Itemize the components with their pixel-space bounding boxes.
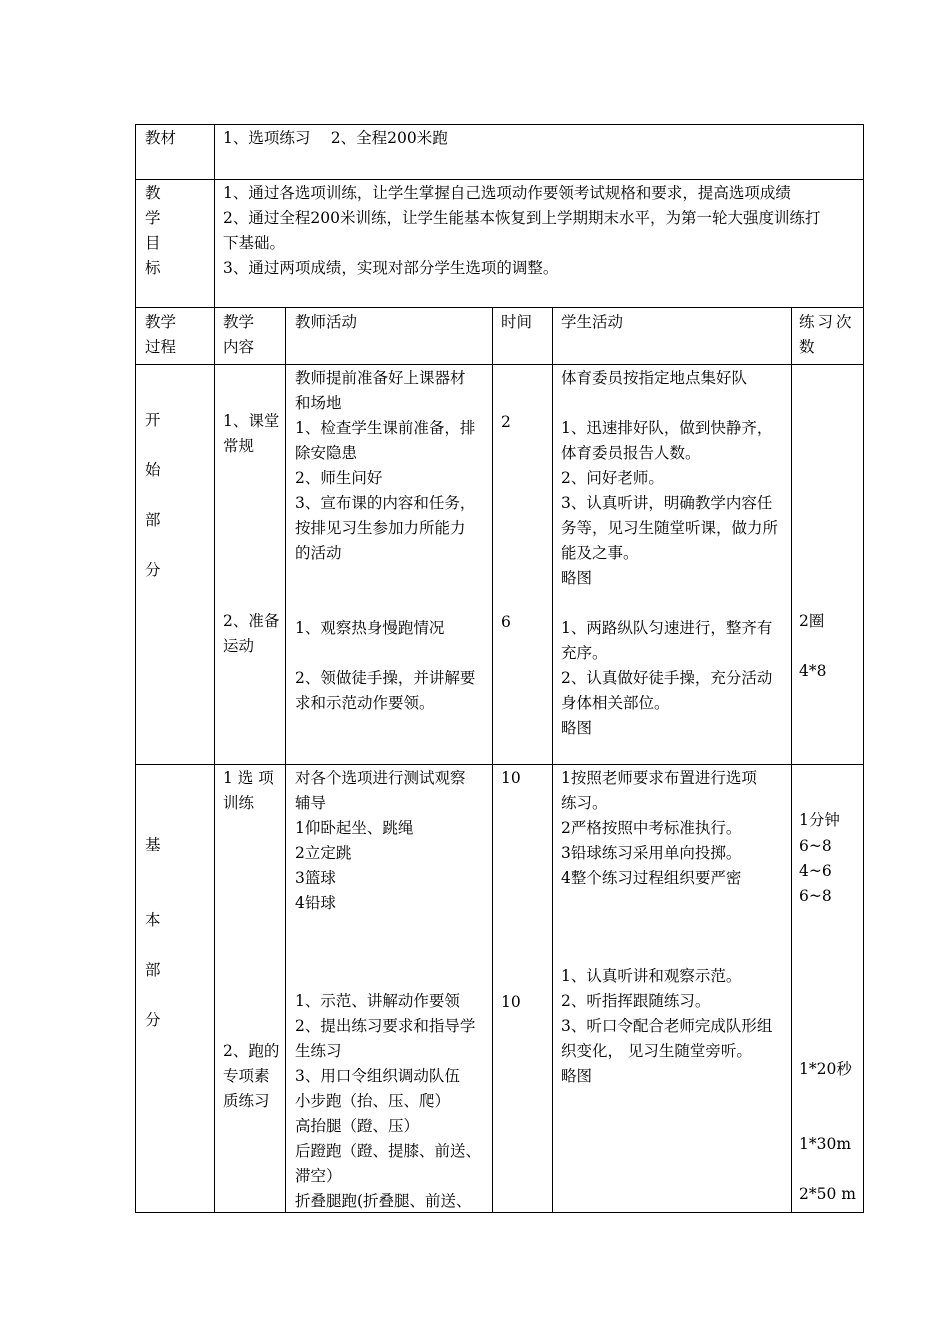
col-divider [791, 307, 792, 1213]
col-divider [214, 124, 215, 1213]
basic-item1-time: 10 [501, 769, 521, 787]
header-time: 时间 [501, 313, 533, 331]
row-divider [135, 307, 864, 308]
col-divider [492, 307, 493, 1213]
row-divider [135, 764, 864, 765]
row-divider [135, 364, 864, 365]
header-student: 学生活动 [561, 313, 624, 331]
material-label: 教材 [145, 129, 177, 147]
basic-item2-time: 10 [501, 993, 521, 1011]
start-item1-time: 2 [501, 413, 511, 431]
col-divider [552, 307, 553, 1213]
start-item2-time: 6 [501, 613, 511, 631]
lesson-plan-page: 教材 1、选项练习 2、全程200米跑 教 学 目 标 1、通过各选项训练，让学生掌握自己选项动作要领考试规格和要求，提高选项成绩 2、通过全程200米训练，让学生能基本恢复到上学期期末水平，为第一轮大强度训练打 下基础。 3、通过两项成绩，实现对部分学生选项的调整。 教学 过程 教学 内容 教师活动 时间 学生活动 练习次 数 开 始 部 分 1、课堂 常规 教师提前准备好上课器材 和场地 1、检查学生课前准备，排 除安隐患 2、师生问好 3、宣布课的内容和任务， 按排见习生参加力所能力 的活动 2 体育委员按指定地点集好队 1、迅速排好队，做到快静齐， 体育委员报告人数。 2、问好老师。 3、认真听讲，明确教学内容任 务等，见习生随堂听课，做力所 能及之事。 略图 2、准备 运动 1、观察热身慢跑情况 2、领做徒手操，并讲解要 求和示范动作要领。 6 1、两路纵队匀速进行，整齐有 充序。 2、认真做好徒手操，充分活动 身体相关部位。 略图 2圈 4*8 基 本 部 分 1 选 项 训练 对各个选项进行测试观察 辅导 1仰卧起坐、跳绳 2立定跳 3篮球 4铅球 10 1按照老师要求布置进行选项 练习。 2严格按照中考标准执行。 3铅球练习采用单向投掷。 4整个练习过程组织要严密 1分钟 6~8 4~6 6~8 2、跑的 专项素 质练习 1、示范、讲解动作要领 2、提出练习要求和指导学 生练习 3、用口令组织调动队伍 小步跑（抬、压、爬） 高抬腿（蹬、压） 后蹬跑（蹬、提膝、前送、 滞空） 折叠腿跑(折叠腿、前送、 10 1、认真听讲和观察示范。 2、听指挥跟随练习。 3、听口令配合老师完成队形组 织变化， 见习生随堂旁听。 略图 1*20秒 1*30m 2*50 m [0, 0, 950, 1344]
col-divider [285, 307, 286, 1213]
header-teacher: 教师活动 [295, 313, 358, 331]
row-divider [135, 179, 864, 180]
material-content: 1、选项练习 2、全程200米跑 [223, 129, 448, 147]
